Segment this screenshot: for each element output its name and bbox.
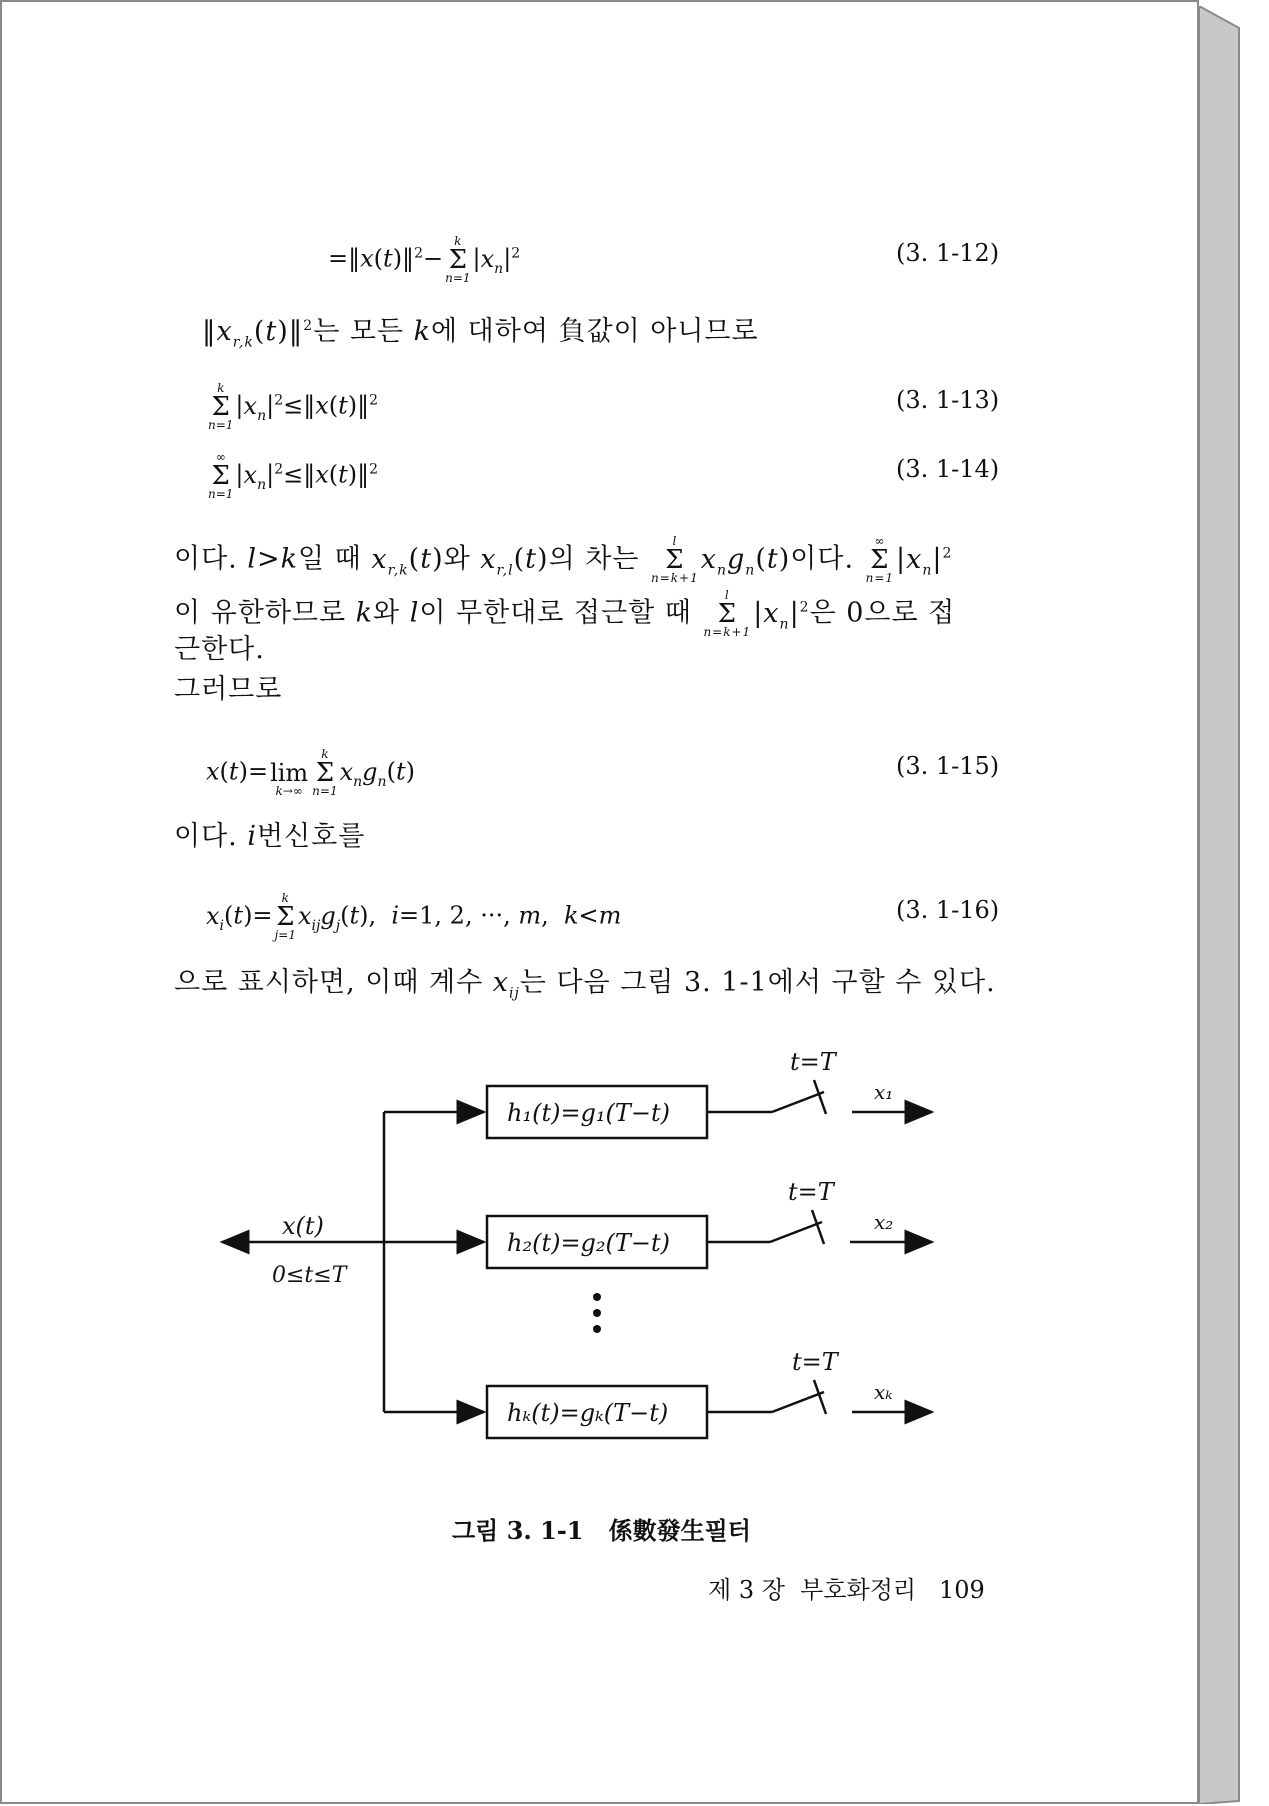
equation-3-1-14: ∞ Σ n=1 $|x_n|^2\le‖x(t)‖^2$ — [208, 450, 379, 501]
filter-label: h₁(t)=g₁(T−t) — [507, 1099, 671, 1127]
output-label: x₁ — [874, 1080, 894, 1104]
page-footer — [708, 1570, 985, 1605]
equation-number: (3. 1-12) — [896, 239, 1000, 267]
text: 와 — [373, 597, 410, 629]
switch-blade — [770, 1222, 822, 1242]
text: 이다. — [790, 543, 864, 575]
text-line-5: 그러므로 — [174, 674, 283, 705]
figure-coefficient-filter — [202, 1042, 962, 1482]
text: 와 — [443, 543, 481, 575]
input-label: x(t) — [282, 1212, 324, 1240]
ellipsis-dot — [593, 1293, 601, 1301]
text-line-2: 이다. l>k일 때 $x_{r,k}(t)$와 $x_{r,l}(t)$의 차는 l Σ n=k+1 $x_ng_n(t)$이다. ∞ Σ n=1 $|x_n|^2$ — [174, 534, 953, 585]
input-range-label: 0≤t≤T — [272, 1263, 347, 1288]
text: 으로 표시하면, 이때 계수 — [174, 967, 493, 998]
text: 이다. — [174, 543, 248, 575]
filter-label: h₂(t)=g₂(T−t) — [507, 1229, 671, 1257]
caption-title: 係數發生필터 — [608, 1516, 751, 1545]
equation-3-1-13: k Σ n=1 $|x_n|^2\le‖x(t)‖^2$ — [208, 381, 379, 432]
switch-label: t=T — [788, 1178, 834, 1206]
caption-label: 그림 3. 1-1 — [452, 1516, 584, 1545]
switch-tick — [812, 1210, 824, 1244]
text: 는 다음 그림 3. 1-1에서 구할 수 있다. — [519, 967, 996, 998]
equation-3-1-16: $x_i(t)=$ k Σ j=1 $x_{ij}g_j(t)$, i=1, 2, ···, m, k<m — [206, 891, 622, 942]
text: 는 모든 — [313, 316, 414, 347]
output-label: xₖ — [874, 1380, 893, 1404]
output-label: x₂ — [874, 1210, 894, 1234]
text: 이다. — [174, 821, 248, 852]
ellipsis-dot — [593, 1325, 601, 1333]
chapter-label: 제 3 장 — [708, 1576, 785, 1604]
text: 이 무한대로 접근할 때 — [419, 597, 702, 629]
switch-label: t=T — [790, 1048, 836, 1076]
switch-tick — [814, 1080, 826, 1114]
equation-number: (3. 1-14) — [896, 455, 1000, 483]
text: 은 0으로 접 — [809, 597, 956, 629]
text: 에 대하여 負값이 아니므로 — [431, 316, 759, 347]
equation-number: (3. 1-16) — [896, 896, 1000, 924]
chapter-title: 부호화정리 — [800, 1576, 917, 1604]
equation-number: (3. 1-15) — [896, 752, 1000, 780]
text-line-1: $‖x_{r,k}(t)‖^2$는 모든 k에 대하여 負값이 아니므로 — [202, 316, 759, 351]
text: 일 때 — [297, 543, 372, 575]
text-line-6: 이다. i번신호를 — [174, 821, 366, 852]
text-line-7: 으로 표시하면, 이때 계수 $x_{ij}$는 다음 그림 3. 1-1에서 구할 수 있다. — [174, 967, 996, 1002]
ellipsis-dot — [593, 1309, 601, 1317]
page-thickness-edge — [1199, 6, 1247, 1804]
text: 의 차는 — [548, 543, 649, 575]
text-line-3: 이 유한하므로 k와 l이 무한대로 접근할 때 l Σ n=k+1 $|x_n|^2$은 0으로 접 — [174, 588, 956, 639]
switch-tick — [814, 1380, 826, 1414]
text: 번신호를 — [256, 821, 366, 852]
filter-label: hₖ(t)=gₖ(T−t) — [507, 1399, 669, 1427]
page-number: 109 — [938, 1576, 985, 1604]
switch-blade — [772, 1092, 824, 1112]
equation-3-1-12: =‖x(t)‖$^2$− k Σ n=1 $|x_n|^2$ — [328, 234, 521, 285]
switch-label: t=T — [792, 1348, 838, 1376]
text-line-4: 근한다. — [174, 634, 265, 665]
switch-blade — [772, 1392, 824, 1412]
equation-number: (3. 1-13) — [896, 386, 1000, 414]
text: 이 유한하므로 — [174, 597, 356, 629]
figure-caption — [452, 1511, 751, 1546]
equation-3-1-15: x(t)= lim k→∞ k Σ n=1 $x_ng_n(t)$ — [206, 747, 415, 798]
